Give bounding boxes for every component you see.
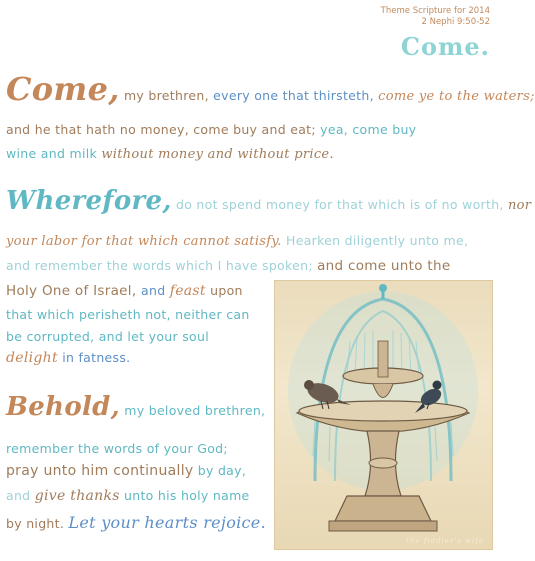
- verse-word-behold: Behold,: [6, 392, 120, 422]
- verse-word-come: Come,: [6, 70, 120, 108]
- verse-text: wine and milk: [6, 146, 102, 161]
- verse-text: by night.: [6, 516, 69, 531]
- verse-text: upon: [205, 283, 243, 298]
- verse-text: unto his holy name: [119, 488, 250, 503]
- verse-text: do not spend money for that which is of no worth,: [171, 197, 508, 212]
- verse-line-12: [6, 441, 228, 456]
- verse-text: Holy One of Israel,: [6, 283, 142, 299]
- verse-text: come ye to the waters;: [378, 89, 535, 104]
- verse-text: every one that thirsteth,: [213, 88, 379, 103]
- verse-text: that which perisheth not, neither can: [6, 307, 250, 322]
- verse-text: give thanks: [34, 488, 120, 504]
- verse-text: and: [141, 283, 170, 298]
- verse-text: nor: [507, 198, 532, 213]
- verse-text: yea, come buy: [315, 122, 417, 137]
- verse-line-10: [6, 350, 130, 366]
- verse-line-3: [6, 146, 334, 162]
- verse-text: Hearken diligently unto me,: [281, 233, 469, 248]
- fountain-drawing: [275, 281, 492, 549]
- verse-text: in fatness.: [57, 350, 131, 365]
- verse-line-11: [6, 392, 265, 422]
- verse-text: by day,: [193, 463, 247, 478]
- page-title: Come.: [400, 32, 490, 61]
- verse-text: and: [6, 488, 35, 503]
- verse-text: and come unto the: [317, 258, 451, 274]
- verse-line-7: [6, 283, 243, 299]
- verse-line-14: [6, 488, 250, 504]
- verse-text: remember the words of your God;: [6, 441, 228, 456]
- verse-text: without money and without price.: [101, 147, 334, 162]
- fountain-illustration: [274, 280, 493, 550]
- scripture-reference: [381, 6, 490, 28]
- verse-line-4: [6, 186, 531, 216]
- verse-line-9: [6, 329, 209, 344]
- verse-text: my brethren,: [119, 88, 214, 103]
- verse-text: and remember the words which I have spoken;: [6, 258, 318, 273]
- verse-line-2: [6, 122, 416, 137]
- verse-line-5: [6, 233, 468, 249]
- verse-line-6: [6, 258, 450, 274]
- verse-text: Let your hearts rejoice.: [68, 513, 266, 532]
- verse-text: my beloved brethren,: [119, 403, 266, 418]
- verse-text: and he that hath no money, come buy and eat;: [6, 122, 316, 137]
- verse-line-15: [6, 513, 266, 532]
- verse-text: be corrupted, and let your soul: [6, 329, 209, 344]
- verse-text: feast: [169, 283, 206, 299]
- verse-line-8: [6, 307, 250, 322]
- reference-theme: Theme Scripture for 2014: [380, 6, 490, 16]
- reference-verse: 2 Nephi 9:50-52: [421, 17, 490, 27]
- verse-text: pray unto him continually: [6, 463, 194, 479]
- verse-text: your labor for that which cannot satisfy.: [6, 234, 282, 249]
- verse-text: delight: [6, 350, 58, 366]
- artist-signature: the fiddler's wife: [406, 537, 484, 545]
- verse-word-wherefore: Wherefore,: [6, 186, 172, 216]
- verse-line-13: [6, 463, 246, 479]
- verse-line-1: [6, 70, 535, 108]
